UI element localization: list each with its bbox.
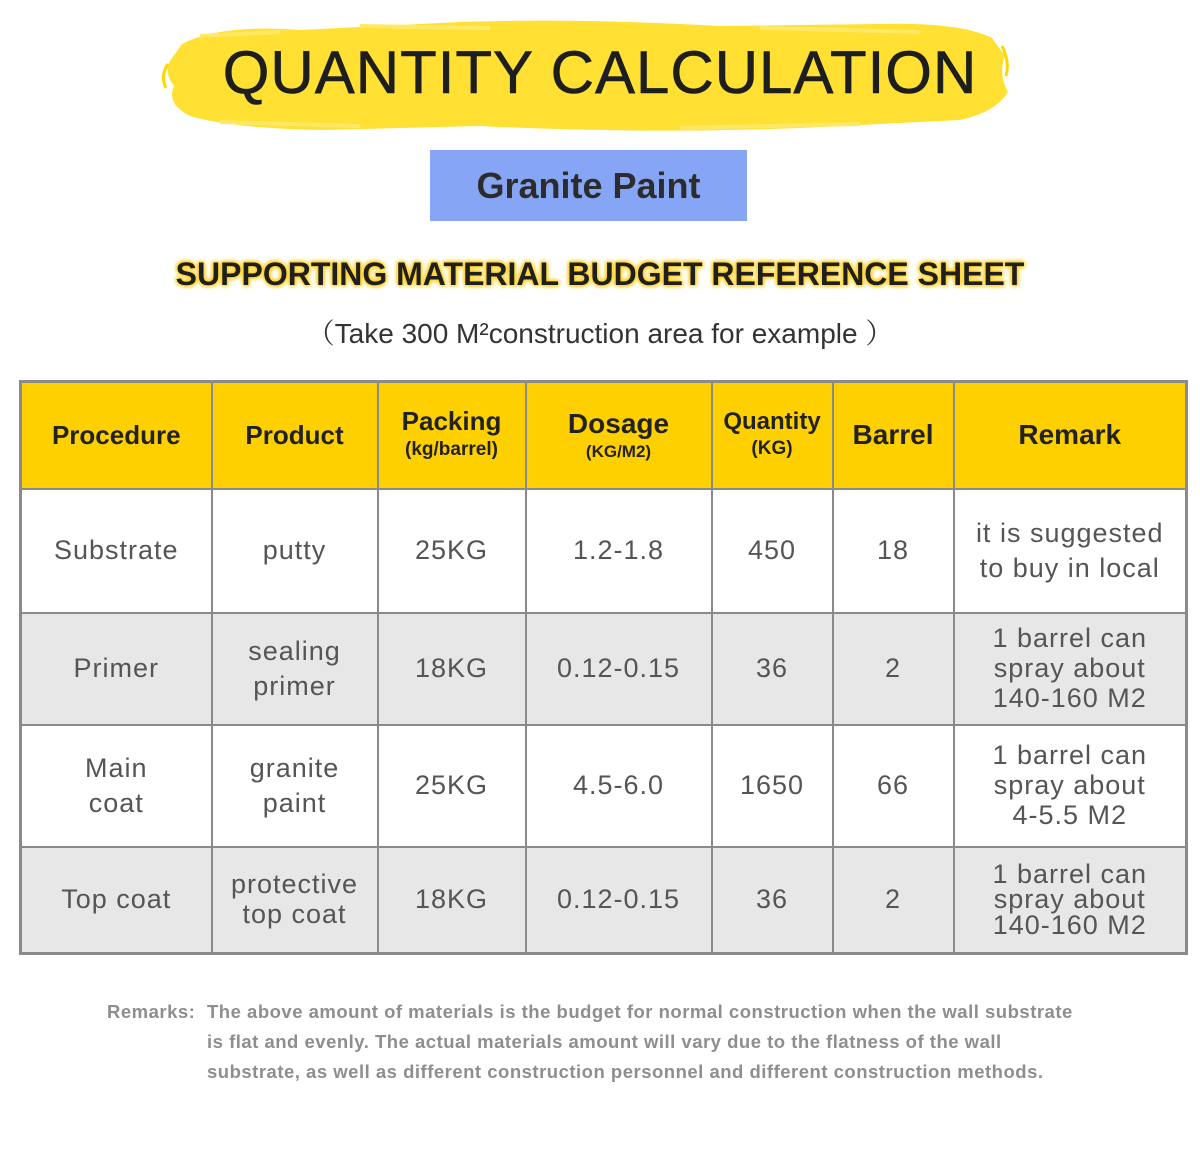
product-badge: Granite Paint <box>430 150 747 221</box>
cell-procedure: Substrate <box>21 489 212 613</box>
cell-remark: 1 barrel can spray about 4-5.5 M2 <box>954 725 1187 847</box>
col-header-barrel: Barrel <box>833 382 954 490</box>
cell-product: protective top coat <box>212 847 378 954</box>
cell-quantity: 1650 <box>712 725 833 847</box>
cell-procedure: Main coat <box>21 725 212 847</box>
cell-remark: 1 barrel can spray about 140-160 M2 <box>954 613 1187 725</box>
col-header-remark: Remark <box>954 382 1187 490</box>
cell-remark: 1 barrel can spray about 140-160 M2 <box>954 847 1187 954</box>
col-header-dosage: Dosage (KG/M2) <box>526 382 712 490</box>
cell-quantity: 450 <box>712 489 833 613</box>
cell-product: granite paint <box>212 725 378 847</box>
remarks-line: is flat and evenly. The actual materials amount will vary due to the flatness of the wall <box>207 1031 1002 1052</box>
cell-packing: 25KG <box>378 489 526 613</box>
cell-remark: it is suggested to buy in local <box>954 489 1187 613</box>
page-title: QUANTITY CALCULATION <box>222 39 978 106</box>
cell-dosage: 0.12-0.15 <box>526 847 712 954</box>
table-row <box>21 725 1187 847</box>
cell-barrel: 66 <box>833 725 954 847</box>
cell-product: putty <box>212 489 378 613</box>
cell-procedure: Top coat <box>21 847 212 954</box>
cell-packing: 18KG <box>378 613 526 725</box>
cell-dosage: 0.12-0.15 <box>526 613 712 725</box>
cell-quantity: 36 <box>712 847 833 954</box>
budget-table <box>19 380 1188 955</box>
sheet-subtitle: （Take 300 M²construction area for example ） <box>306 318 894 349</box>
remarks-line: substrate, as well as different construction personnel and different construction methods. <box>207 1061 1044 1082</box>
cell-quantity: 36 <box>712 613 833 725</box>
table-row <box>21 613 1187 725</box>
col-header-procedure: Procedure <box>21 382 212 490</box>
col-header-packing: Packing (kg/barrel) <box>378 382 526 490</box>
cell-dosage: 1.2-1.8 <box>526 489 712 613</box>
col-header-quantity: Quantity (KG) <box>712 382 833 490</box>
cell-dosage: 4.5-6.0 <box>526 725 712 847</box>
remarks-line: The above amount of materials is the budget for normal construction when the wall substrate <box>207 1001 1073 1022</box>
table-row <box>21 489 1187 613</box>
sheet-title: SUPPORTING MATERIAL BUDGET REFERENCE SHEET <box>175 256 1025 292</box>
remarks-label: Remarks: <box>107 1001 196 1022</box>
cell-product: sealing primer <box>212 613 378 725</box>
cell-barrel: 18 <box>833 489 954 613</box>
cell-barrel: 2 <box>833 613 954 725</box>
table-header-row <box>21 382 1187 490</box>
remarks-note <box>107 997 1167 1087</box>
cell-packing: 25KG <box>378 725 526 847</box>
cell-packing: 18KG <box>378 847 526 954</box>
table-row <box>21 847 1187 954</box>
cell-barrel: 2 <box>833 847 954 954</box>
cell-procedure: Primer <box>21 613 212 725</box>
col-header-product: Product <box>212 382 378 490</box>
